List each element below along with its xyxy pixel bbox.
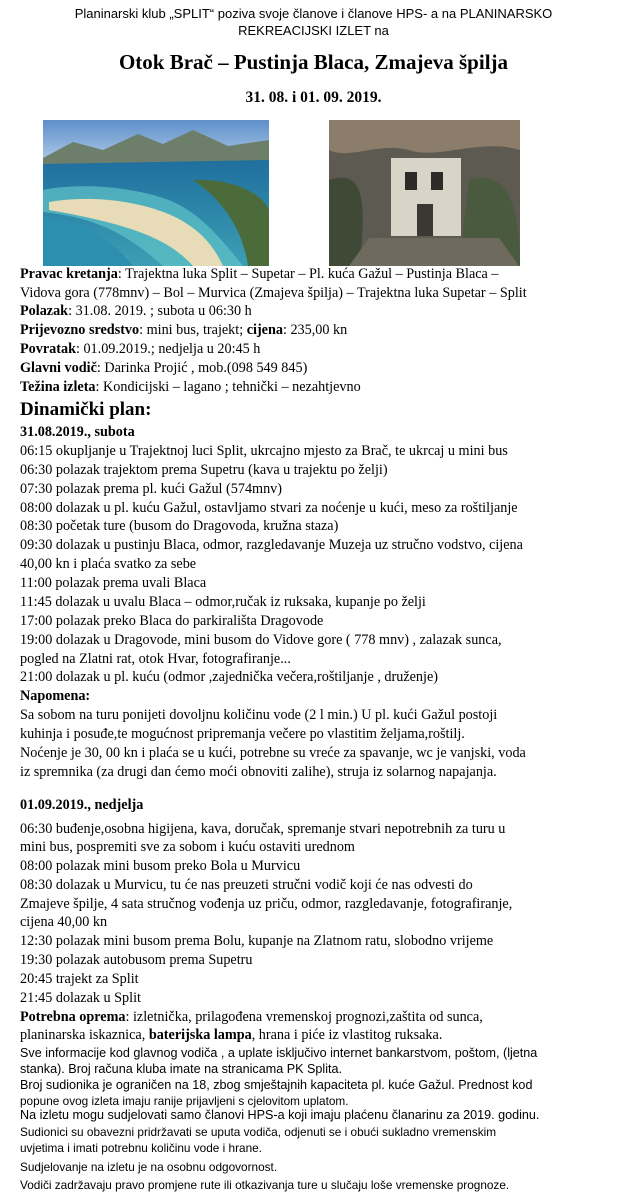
cave-monastery-photo <box>329 120 520 266</box>
list-item: 08:30 dolazak u Murvicu, tu će nas preuzeti stručni vodič koji će nas odvesti do <box>20 877 473 893</box>
list-item: mini bus, pospremiti sve za sobom i kuću ostaviti urednom <box>20 839 355 855</box>
footer-line: stanka). Broj računa kluba imate na stranicama PK Splita. <box>20 1062 342 1076</box>
note-line: kuhinja i posuđe,te mogućnost pripremanja večere po vlastitim željama,roštilj. <box>20 726 465 742</box>
footer-line: Sudjelovanje na izletu je na osobnu odgovornost. <box>20 1160 278 1174</box>
departure: Polazak: 31.08. 2019. ; subota u 06:30 h <box>20 303 252 319</box>
intro-line-2: REKREACIJSKI IZLET na <box>238 23 389 38</box>
list-item: 21:45 dolazak u Split <box>20 990 141 1006</box>
footer-line: uvjetima i imati potrebnu količinu vode i hrane. <box>20 1141 262 1155</box>
day2-heading: 01.09.2019., nedjelja <box>20 797 144 813</box>
note-line: iz spremnika (za drugi dan ćemo moći obnoviti zalihe), struja iz solarnog napajanja. <box>20 764 497 780</box>
equipment-line-1: Potrebna oprema: izletnička, prilagođena vremenskoj prognozi,zaštita od sunca, <box>20 1009 483 1025</box>
note-heading: Napomena: <box>20 688 91 704</box>
list-item: 09:30 dolazak u pustinju Blaca, odmor, razgledavanje Muzeja uz stručno vodstvo, cijena <box>20 537 523 553</box>
plan-heading: Dinamički plan: <box>20 399 152 420</box>
list-item: 07:30 polazak prema pl. kući Gažul (574mnv) <box>20 481 282 497</box>
intro-line-1: Planinarski klub „SPLIT“ poziva svoje članove i članove HPS- a na PLANINARSKO <box>74 6 553 21</box>
list-item: 06:15 okupljanje u Trajektnoj luci Split, ukrcajno mjesto za Brač, te ukrcaj u mini bus <box>20 443 508 459</box>
trip-date: 31. 08. i 01. 09. 2019. <box>245 89 382 106</box>
list-item: 21:00 dolazak u pl. kuću (odmor ,zajednička večera,roštiljanje , druženje) <box>20 669 438 685</box>
note-line: Noćenje je 30, 00 kn i plaća se u kući, potrebne su vreće za spavanje, wc je vanjski, voda <box>20 745 526 761</box>
footer-line: popune ovog izleta imaju ranije prijavljeni s cjelovitom uplatom. <box>20 1094 349 1108</box>
list-item: cijena 40,00 kn <box>20 914 108 930</box>
page-title: Otok Brač – Pustinja Blaca, Zmajeva špilja <box>118 50 509 74</box>
route-line-2: Vidova gora (778mnv) – Bol – Murvica (Zmajeva špilja) – Trajektna luka Supetar – Split <box>20 285 527 301</box>
list-item: 20:45 trajekt za Split <box>20 971 139 987</box>
list-item: 17:00 polazak preko Blaca do parkirališta Dragovode <box>20 613 324 629</box>
footer-line: Na izletu mogu sudjelovati samo članovi HPS-a koji imaju plaćenu članarinu za 2019. godinu. <box>20 1108 540 1122</box>
note-line: Sa sobom na turu ponijeti dovoljnu količinu vode (2 l min.) U pl. kući Gažul postoji <box>20 707 498 723</box>
footer-line: Vodiči zadržavaju pravo promjene rute ili otkazivanja ture u slučaju loše vremenske prognoze. <box>20 1178 510 1192</box>
guide: Glavni vodič: Darinka Projić , mob.(098 549 845) <box>20 360 308 376</box>
difficulty: Težina izleta: Kondicijski – lagano ; tehnički – nezahtjevno <box>20 379 361 395</box>
list-item: pogled na Zlatni rat, otok Hvar, fotografiranje... <box>20 651 291 667</box>
list-item: 40,00 kn i plaća svatko za sebe <box>20 556 197 572</box>
list-item: 12:30 polazak mini busom prema Bolu, kupanje na Zlatnom ratu, slobodno vrijeme <box>20 933 494 949</box>
list-item: 11:45 dolazak u uvalu Blaca – odmor,ručak iz ruksaka, kupanje po želji <box>20 594 426 610</box>
list-item: Zmajeve špilje, 4 sata stručnog vođenja uz priču, odmor, razgledavanje, fotografiranje, <box>20 896 513 912</box>
transport: Prijevozno sredstvo: mini bus, trajekt; cijena: 235,00 kn <box>20 322 348 338</box>
list-item: 08:00 dolazak u pl. kuću Gažul, ostavljamo stvari za noćenje u kući, meso za roštiljanje <box>20 500 518 516</box>
footer-line: Sve informacije kod glavnog vodiča , a uplate isključivo internet bankarstvom, poštom, (ljetna <box>20 1046 538 1060</box>
footer-line: Broj sudionika je ograničen na 18, zbog smještajnih kapaciteta pl. kuće Gažul. Prednost kod <box>20 1078 533 1092</box>
route-line-1: Pravac kretanja: Trajektna luka Split – Supetar – Pl. kuća Gažul – Pustinja Blaca – <box>20 266 499 282</box>
list-item: 19:30 polazak autobusom prema Supetru <box>20 952 253 968</box>
list-item: 19:00 dolazak u Dragovode, mini busom do Vidove gore ( 778 mnv) , zalazak sunca, <box>20 632 502 648</box>
list-item: 08:30 početak ture (busom do Dragovoda, kružna staza) <box>20 518 339 534</box>
beach-photo <box>43 120 269 266</box>
day1-heading: 31.08.2019., subota <box>20 424 135 440</box>
list-item: 06:30 polazak trajektom prema Supetru (kava u trajektu po želji) <box>20 462 388 478</box>
list-item: 08:00 polazak mini busom preko Bola u Murvicu <box>20 858 301 874</box>
footer-line: Sudionici su obavezni pridržavati se uputa vodiča, odjenuti se i obući sukladno vremenskim <box>20 1125 497 1139</box>
list-item: 11:00 polazak prema uvali Blaca <box>20 575 207 591</box>
return: Povratak: 01.09.2019.; nedjelja u 20:45 h <box>20 341 261 357</box>
equipment-line-2: planinarska iskaznica, baterijska lampa, hrana i piće iz vlastitog ruksaka. <box>20 1027 443 1043</box>
list-item: 06:30 buđenje,osobna higijena, kava, doručak, spremanje stvari nepotrebnih za turu u <box>20 821 506 837</box>
